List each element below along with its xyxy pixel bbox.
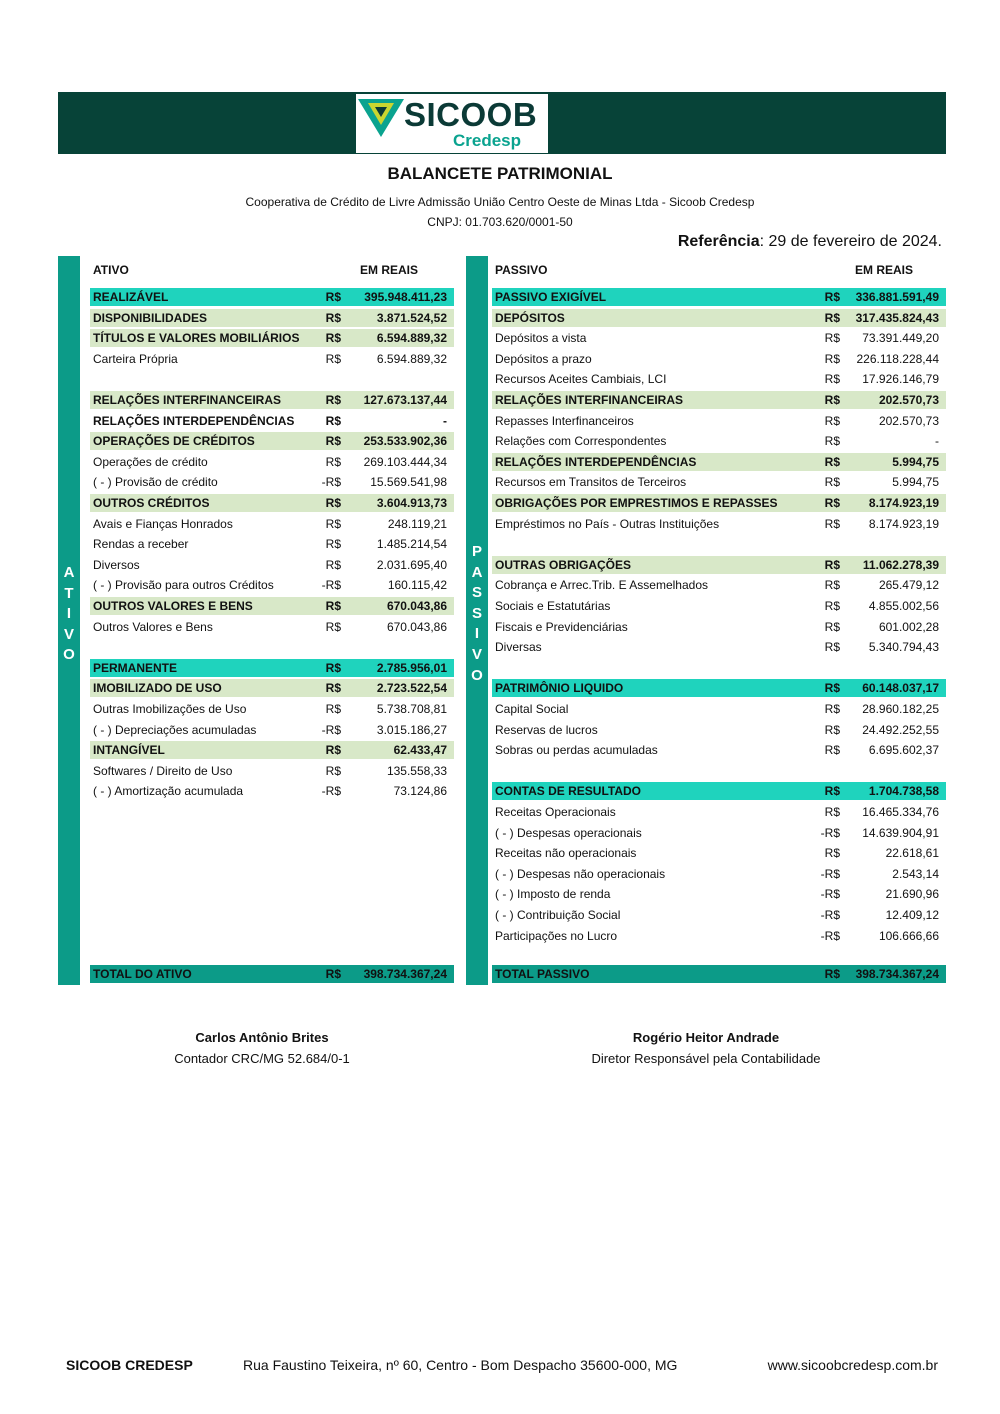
ativo-row-currency: R$: [325, 413, 341, 428]
passivo-row: [492, 906, 946, 924]
passivo-side-letter: S: [471, 604, 482, 622]
passivo-row-label: OBRIGAÇÕES POR EMPRESTIMOS E REPASSES: [495, 496, 778, 510]
ativo-row-value: 3.015.186,27: [376, 722, 447, 737]
passivo-row-currency: R$: [824, 290, 840, 304]
ativo-row-label: ( - ) Depreciações acumuladas: [93, 722, 257, 737]
ativo-vertical-label: [58, 563, 80, 666]
accountant-name: Carlos Antônio Brites: [195, 1030, 329, 1045]
passivo-row-label: Recursos Aceites Cambiais, LCI: [495, 372, 667, 387]
passivo-row-label: RELAÇÕES INTERDEPENDÊNCIAS: [495, 454, 697, 469]
passivo-row-value: 106.666,66: [878, 928, 939, 943]
ativo-row-label: ( - ) Provisão de crédito: [93, 475, 218, 490]
ativo-row-value: 127.673.137,44: [363, 393, 447, 407]
ativo-row-label: OPERAÇÕES DE CRÉDITOS: [93, 434, 255, 449]
passivo-row: [492, 329, 946, 347]
ativo-side-letter: O: [63, 646, 75, 664]
passivo-side-letter: V: [471, 645, 482, 663]
passivo-row-currency: R$: [824, 805, 840, 819]
ativo-row: [90, 350, 454, 368]
sicoob-logo-icon: [358, 99, 404, 139]
ativo-row: [90, 700, 454, 718]
ativo-row-currency: R$: [325, 496, 341, 510]
ativo-row-currency: R$: [325, 743, 341, 758]
passivo-row: [492, 824, 946, 842]
passivo-row: [492, 432, 946, 450]
passivo-row-currency: R$: [824, 454, 840, 469]
ativo-row-label: RELAÇÕES INTERDEPENDÊNCIAS: [93, 413, 295, 428]
document-title: BALANCETE PATRIMONIAL: [387, 164, 613, 183]
ativo-units: EM REAIS: [360, 263, 419, 277]
ativo-side-letter: T: [64, 584, 74, 602]
passivo-row: [492, 782, 946, 800]
ativo-row: [90, 288, 454, 306]
passivo-header: [492, 261, 946, 279]
ativo-header: [90, 261, 454, 279]
passivo-row: [492, 494, 946, 512]
accountant-role: Contador CRC/MG 52.684/0-1: [174, 1051, 350, 1066]
ativo-row: [90, 556, 454, 574]
passivo-row: [492, 576, 946, 594]
reference-value: : 29 de fevereiro de 2024.: [759, 233, 942, 250]
passivo-row-label: Receitas não operacionais: [495, 846, 637, 861]
ativo-row-currency: R$: [325, 619, 341, 634]
passivo-row: [492, 618, 946, 636]
passivo-row-label: Sobras ou perdas acumuladas: [495, 743, 658, 758]
ativo-row-currency: R$: [325, 681, 341, 696]
signature-accountant: [112, 1030, 412, 1066]
ativo-row-value: 135.558,33: [386, 763, 447, 778]
ativo-row-label: TÍTULOS E VALORES MOBILIÁRIOS: [93, 331, 300, 346]
passivo-row-currency: R$: [824, 310, 840, 325]
logo-name: SICOOB: [404, 96, 538, 133]
passivo-total-value: 398.734.367,24: [855, 967, 939, 981]
passivo-row-currency: R$: [824, 413, 840, 428]
ativo-row-label: INTANGÍVEL: [93, 743, 165, 758]
passivo-row-value: 226.118.228,44: [856, 351, 939, 366]
ativo-row-label: ( - ) Amortização acumulada: [93, 784, 244, 799]
ativo-row-value: 5.738.708,81: [376, 702, 447, 716]
sicoob-logo: [356, 94, 548, 153]
ativo-row-currency: R$: [325, 702, 341, 716]
ativo-row-value: 3.871.524,52: [376, 310, 447, 325]
passivo-row-currency: R$: [824, 557, 840, 572]
ativo-row: [90, 494, 454, 512]
passivo-row: [492, 803, 946, 821]
ativo-row: [90, 782, 454, 800]
ativo-row-value: 6.594.889,32: [376, 331, 447, 346]
passivo-row-currency: -R$: [820, 928, 840, 943]
passivo-row: [492, 391, 946, 409]
ativo-row: [90, 618, 454, 636]
passivo-row-currency: R$: [824, 702, 840, 716]
passivo-row-value: 22.618,61: [885, 846, 939, 861]
passivo-row-value: 202.570,73: [878, 413, 939, 428]
director-name: Rogério Heitor Andrade: [632, 1030, 780, 1045]
passivo-row-label: Reservas de lucros: [495, 722, 598, 737]
passivo-row: [492, 309, 946, 327]
ativo-row-label: Avais e Fianças Honrados: [93, 516, 233, 531]
passivo-row-currency: R$: [824, 475, 840, 490]
ativo-row-label: Operações de crédito: [93, 454, 208, 469]
passivo-row-label: Receitas Operacionais: [495, 805, 616, 819]
ativo-row-value: 62.433,47: [393, 743, 447, 758]
passivo-row-label: PATRIMÔNIO LIQUIDO: [495, 681, 624, 696]
passivo-row-label: Depósitos a vista: [495, 331, 587, 346]
passivo-side-letter: O: [471, 666, 483, 684]
passivo-row-currency: R$: [824, 351, 840, 366]
passivo-row-value: 5.994,75: [892, 475, 939, 490]
passivo-row-label: Cobrança e Arrec.Trib. E Assemelhados: [495, 578, 708, 593]
passivo-row-value: 11.062.278,39: [862, 557, 939, 572]
ativo-column-title: ATIVO: [93, 263, 129, 277]
passivo-row: [492, 556, 946, 574]
passivo-row-label: DEPÓSITOS: [495, 310, 565, 325]
passivo-row: [492, 700, 946, 718]
ativo-row-value: 670.043,86: [386, 619, 447, 634]
passivo-row-currency: R$: [824, 619, 840, 634]
ativo-row-value: 395.948.411,23: [364, 290, 447, 304]
ativo-row-label: Softwares / Direito de Uso: [93, 763, 233, 778]
ativo-row: [90, 576, 454, 594]
ativo-row: [90, 679, 454, 697]
reference-label: Referência: [677, 233, 760, 250]
passivo-vertical-label: [466, 542, 488, 686]
passivo-row-label: ( - ) Despesas não operacionais: [495, 866, 666, 881]
ativo-row-label: Outros Valores e Bens: [93, 619, 213, 634]
passivo-row-label: Depósitos a prazo: [495, 351, 592, 366]
passivo-row-value: 17.926.146,79: [862, 372, 939, 387]
ativo-row-currency: R$: [325, 599, 341, 613]
ativo-total-currency: R$: [325, 967, 341, 981]
ativo-row-value: 15.569.541,98: [370, 475, 447, 490]
ativo-total-value: 398.734.367,24: [363, 967, 447, 981]
ativo-row: [90, 473, 454, 491]
ativo-row-value: 160.115,42: [387, 578, 447, 593]
ativo-row-value: 248.119,21: [387, 516, 447, 531]
ativo-row: [90, 741, 454, 759]
ativo-row-currency: -R$: [321, 784, 341, 799]
ativo-row-value: 269.103.444,34: [363, 454, 447, 469]
ativo-row-currency: -R$: [321, 578, 341, 593]
passivo-row: [492, 412, 946, 430]
ativo-row-currency: -R$: [321, 475, 341, 490]
ativo-row-value: 1.485.214,54: [376, 537, 447, 552]
ativo-row-value: 2.031.695,40: [376, 557, 447, 572]
passivo-row-value: 14.639.904,91: [862, 825, 939, 840]
ativo-row-currency: R$: [325, 393, 341, 407]
passivo-row: [492, 288, 946, 306]
passivo-row-currency: R$: [824, 393, 840, 407]
ativo-row-currency: R$: [325, 537, 341, 552]
director-role: Diretor Responsável pela Contabilidade: [591, 1051, 821, 1066]
ativo-row-value: 2.785.956,01: [376, 660, 447, 675]
passivo-row: [492, 927, 946, 945]
ativo-row-currency: -R$: [321, 722, 341, 737]
ativo-row-currency: R$: [325, 290, 341, 304]
passivo-row-value: 8.174.923,19: [868, 496, 939, 510]
ativo-row: [90, 391, 454, 409]
passivo-row-label: PASSIVO EXIGÍVEL: [495, 290, 607, 304]
passivo-row-value: 12.409,12: [885, 908, 939, 922]
passivo-row-value: 5.340.794,43: [868, 640, 939, 655]
ativo-total-label: TOTAL DO ATIVO: [93, 967, 192, 981]
passivo-row-currency: R$: [824, 681, 840, 696]
passivo-row-label: Sociais e Estatutárias: [495, 599, 611, 613]
passivo-row-currency: R$: [824, 846, 840, 861]
passivo-row-currency: R$: [824, 331, 840, 346]
ativo-row-label: Rendas a receber: [93, 537, 189, 552]
passivo-row: [492, 844, 946, 862]
ativo-row: [90, 659, 454, 677]
ativo-row-label: OUTROS VALORES E BENS: [93, 599, 253, 613]
passivo-row-currency: -R$: [820, 887, 840, 902]
passivo-row-currency: R$: [824, 434, 840, 449]
ativo-row: [90, 329, 454, 347]
ativo-side-letter: I: [66, 605, 72, 623]
ativo-row: [90, 453, 454, 471]
ativo-row: [90, 762, 454, 780]
passivo-side-letter: A: [471, 563, 483, 581]
passivo-row: [492, 865, 946, 883]
passivo-row-currency: -R$: [820, 825, 840, 840]
passivo-row-label: ( - ) Contribuição Social: [495, 908, 621, 922]
passivo-row-value: 16.465.334,76: [862, 805, 939, 819]
passivo-row-label: Recursos em Transitos de Terceiros: [495, 475, 687, 490]
ativo-row-label: OUTROS CRÉDITOS: [93, 496, 210, 510]
ativo-row: [90, 432, 454, 450]
passivo-row-value: 336.881.591,49: [855, 290, 939, 304]
passivo-row-label: RELAÇÕES INTERFINANCEIRAS: [495, 393, 684, 407]
passivo-row-currency: R$: [824, 784, 840, 799]
passivo-row-value: 21.690,96: [885, 887, 939, 902]
ativo-row-value: 3.604.913,73: [376, 496, 447, 510]
ativo-row-currency: R$: [325, 331, 341, 346]
passivo-row: [492, 473, 946, 491]
ativo-row-currency: R$: [325, 454, 341, 469]
ativo-row-label: PERMANENTE: [93, 660, 178, 675]
reference-date: [678, 233, 942, 251]
ativo-row-label: REALIZÁVEL: [93, 290, 169, 304]
ativo-row: [90, 309, 454, 327]
passivo-row-currency: R$: [824, 578, 840, 593]
passivo-row-label: ( - ) Despesas operacionais: [495, 825, 642, 840]
passivo-row-value: -: [935, 434, 939, 449]
ativo-row-currency: R$: [325, 310, 341, 325]
company-cnpj: CNPJ: 01.703.620/0001-50: [427, 215, 573, 229]
passivo-row: [492, 721, 946, 739]
ativo-side-letter: A: [63, 564, 75, 581]
passivo-side-letter: I: [474, 625, 480, 643]
passivo-row: [492, 370, 946, 388]
ativo-row-value: -: [443, 413, 447, 428]
passivo-row: [492, 350, 946, 368]
passivo-row-label: CONTAS DE RESULTADO: [495, 784, 641, 799]
ativo-total-row: [90, 965, 454, 983]
footer-website[interactable]: www.sicoobcredesp.com.br: [767, 1357, 938, 1373]
passivo-row-label: Empréstimos no País - Outras Instituições: [495, 516, 720, 531]
ativo-row-currency: R$: [325, 557, 341, 572]
passivo-row-value: 60.148.037,17: [862, 681, 939, 696]
passivo-total-row: [492, 965, 946, 983]
passivo-row-value: 265.479,12: [878, 578, 939, 593]
ativo-row-currency: R$: [325, 660, 341, 675]
passivo-row-currency: R$: [824, 496, 840, 510]
passivo-side-letter: P: [471, 543, 482, 560]
passivo-total-currency: R$: [824, 967, 840, 981]
passivo-row-value: 4.855.002,56: [868, 599, 939, 613]
passivo-row: [492, 679, 946, 697]
ativo-row-currency: R$: [325, 763, 341, 778]
passivo-row-value: 317.435.824,43: [855, 310, 939, 325]
passivo-row: [492, 453, 946, 471]
passivo-side-letter: S: [471, 584, 482, 602]
footer-address: Rua Faustino Teixeira, nº 60, Centro - Bom Despacho 35600-000, MG: [243, 1357, 678, 1373]
ativo-row-value: 2.723.522,54: [376, 681, 447, 696]
ativo-row: [90, 412, 454, 430]
passivo-row-value: 6.695.602,37: [868, 743, 939, 758]
ativo-row: [90, 597, 454, 615]
ativo-row-label: IMOBILIZADO DE USO: [93, 681, 222, 696]
ativo-row-value: 6.594.889,32: [376, 351, 447, 366]
passivo-row-value: 601.002,28: [878, 619, 939, 634]
passivo-row-label: Repasses Interfinanceiros: [495, 413, 634, 428]
ativo-row: [90, 515, 454, 533]
signature-director: [556, 1030, 856, 1066]
passivo-row: [492, 638, 946, 656]
passivo-row-label: Participações no Lucro: [495, 928, 618, 943]
passivo-total-label: TOTAL PASSIVO: [495, 967, 590, 981]
passivo-row-currency: R$: [824, 516, 840, 531]
logo-sub: Credesp: [453, 131, 522, 150]
passivo-row-value: 5.994,75: [892, 454, 939, 469]
passivo-row-label: Fiscais e Previdenciárias: [495, 619, 628, 634]
passivo-row: [492, 515, 946, 533]
passivo-row: [492, 741, 946, 759]
passivo-row-value: 1.704.738,58: [868, 784, 939, 799]
ativo-row-label: ( - ) Provisão para outros Créditos: [93, 578, 274, 593]
ativo-row-currency: R$: [325, 516, 341, 531]
passivo-row-value: 73.391.449,20: [862, 331, 939, 346]
ativo-row-label: Outras Imobilizações de Uso: [93, 702, 247, 716]
ativo-row-label: DISPONIBILIDADES: [93, 310, 208, 325]
passivo-row-label: Capital Social: [495, 702, 569, 716]
passivo-row: [492, 885, 946, 903]
passivo-row-value: 24.492.252,55: [862, 722, 939, 737]
passivo-row-value: 2.543,14: [892, 866, 939, 881]
ativo-row-label: Diversos: [93, 557, 140, 572]
passivo-row-value: 202.570,73: [878, 393, 939, 407]
passivo-row-label: Relações com Correspondentes: [495, 434, 667, 449]
ativo-row-label: RELAÇÕES INTERFINANCEIRAS: [93, 393, 282, 407]
passivo-column-title: PASSIVO: [495, 263, 548, 277]
passivo-row-label: Diversas: [495, 640, 542, 655]
passivo-row-value: 28.960.182,25: [862, 702, 939, 716]
company-name: Cooperativa de Crédito de Livre Admissão União Centro Oeste de Minas Ltda - Sicoob Credesp: [245, 195, 755, 209]
passivo-row-currency: R$: [824, 372, 840, 387]
ativo-side-letter: V: [63, 625, 74, 643]
ativo-row-label: Carteira Própria: [93, 351, 178, 366]
ativo-row-currency: R$: [325, 434, 341, 449]
ativo-row: [90, 535, 454, 553]
passivo-row-currency: R$: [824, 722, 840, 737]
passivo-row: [492, 597, 946, 615]
ativo-row-value: 670.043,86: [386, 599, 447, 613]
passivo-row-currency: -R$: [820, 866, 840, 881]
passivo-units: EM REAIS: [855, 263, 914, 277]
passivo-row-label: OUTRAS OBRIGAÇÕES: [495, 557, 632, 572]
passivo-row-currency: R$: [824, 743, 840, 758]
passivo-row-currency: -R$: [820, 908, 840, 922]
ativo-row-value: 253.533.902,36: [363, 434, 447, 449]
passivo-row-currency: R$: [824, 640, 840, 655]
passivo-row-currency: R$: [824, 599, 840, 613]
ativo-row-currency: R$: [325, 351, 341, 366]
passivo-row-label: ( - ) Imposto de renda: [495, 887, 611, 902]
ativo-row: [90, 721, 454, 739]
passivo-row-value: 8.174.923,19: [868, 516, 939, 531]
ativo-row-value: 73.124,86: [393, 784, 447, 799]
footer-company: SICOOB CREDESP: [66, 1357, 193, 1373]
